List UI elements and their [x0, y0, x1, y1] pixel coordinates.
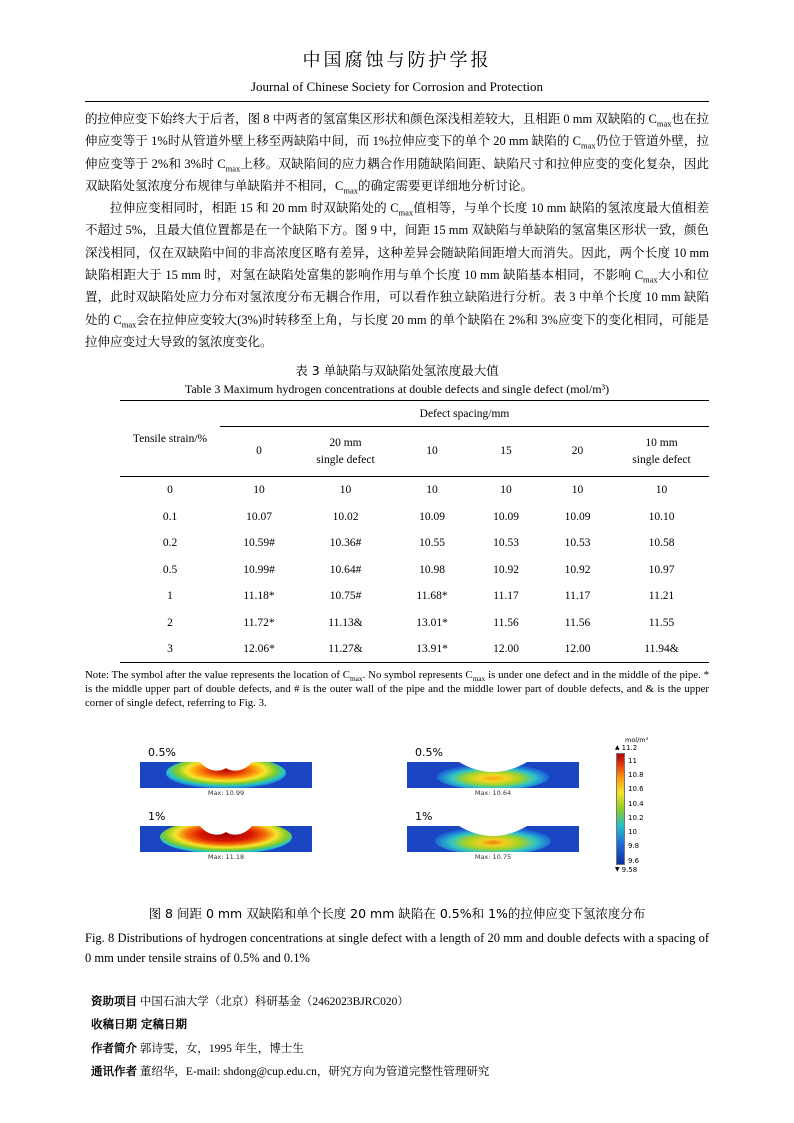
contour-plot-icon [407, 762, 579, 788]
table-cell: 10 [655, 484, 668, 497]
table-cell: 11.18* [243, 590, 275, 603]
colorbar-unit-label: mol/m³ [625, 735, 649, 744]
column-header: 0 [220, 427, 298, 477]
table-cell: 11.56 [564, 616, 591, 629]
triangle-down-icon: ▼ [615, 865, 620, 873]
figure-caption-cn: 图 8 间距 0 mm 双缺陷和单个长度 20 mm 缺陷在 0.5%和 1%的拉伸应变下氢浓度分布 [148, 905, 646, 921]
table-cell: 11.56 [493, 616, 519, 629]
table-cell: 0.1 [162, 510, 178, 523]
table-cell: 11.17 [564, 590, 591, 603]
colorbar-tick-label: 10.6 [628, 785, 644, 794]
contour-plot-icon [140, 762, 312, 788]
max-value-label: Max: 10.99 [207, 788, 245, 797]
table-cell: 10.09 [419, 510, 445, 523]
table-cell: 10.59# [243, 537, 275, 550]
table-cell: 10.99# [243, 563, 275, 576]
table-cell: 10.53 [564, 537, 591, 550]
column-header-defect-spacing: Defect spacing/mm [220, 401, 709, 427]
figure-colorbar [615, 736, 675, 874]
table-row [120, 530, 709, 557]
figure-caption-en: Fig. 8 Distributions of hydrogen concentrations at single defect with a length of 20 mm and double defects with a spacing of 0 mm under tensile strains of 0.5% and 0.1% [85, 930, 709, 965]
table-cell: 10.09 [493, 510, 519, 523]
table-cell: 10.64# [329, 563, 362, 576]
table-cell: 3 [167, 642, 173, 655]
table-cell: 10 [426, 484, 438, 497]
table-cell: 10.97 [648, 563, 675, 576]
figure-panel-single-defect-0.5pct [407, 746, 579, 797]
table-cell: 10.92 [493, 563, 519, 576]
body-paragraph-1: 的拉伸应变下始终大于后者，图 8 中两者的氢富集区形状和颜色深浅相差较大，且相距 0 mm 双缺陷的 $C_{max}$也在拉伸应变等于 1%时从管道外壁上移至两缺陷中间，而 1%拉伸应变下的单个 20 mm 缺陷的 $C_{max}$仍位于管道外壁，拉伸应变等于 2%和 3%时 $C_{max}$上移。双缺陷间的应力耦合作用随缺陷间距、缺陷尺寸和拉伸应变的变化复杂，因此双缺陷处氢浓度分布规律与单缺陷并不相同，$C_{max}$的确定需要更详细地分析讨论。 [85, 112, 709, 196]
table-cell: 12.00 [564, 642, 591, 655]
table-cell: 10 [571, 484, 584, 497]
table-cell: 10.10 [648, 510, 675, 523]
table-cell: 10.53 [493, 537, 519, 550]
footer-line [91, 1037, 709, 1061]
table-cell: 10 [253, 484, 265, 497]
footer-line-text: 定稿日期 [137, 1017, 188, 1032]
colorbar-body [616, 753, 675, 865]
table-row [120, 609, 709, 636]
colorbar-tick-label: 9.6 [628, 856, 640, 865]
table-cell: 10.92 [564, 563, 591, 576]
column-header: 10 mm single defect [614, 427, 709, 477]
table-cell: 12.00 [493, 642, 519, 655]
footer-line [91, 1060, 709, 1084]
footer [85, 990, 709, 1084]
table-caption-en: Table 3 Maximum hydrogen concentrations at double defects and single defect (mol/m³) [184, 382, 610, 397]
strain-label: 0.5% [415, 745, 443, 759]
table-cell: 11.27& [328, 642, 363, 655]
column-header: 20 [541, 427, 614, 477]
table-cell: 10.07 [246, 510, 272, 523]
contour-plot-icon [140, 826, 312, 852]
footer-line [91, 990, 709, 1014]
table-row [120, 477, 709, 504]
footer-line-text: 中国石油大学（北京）科研基金（2462023BJRC020） [137, 995, 409, 1008]
journal-title-en: Journal of Chinese Society for Corrosion and Protection [250, 79, 544, 94]
table-row [120, 583, 709, 610]
colorbar-tick-label: 11 [628, 756, 637, 765]
table-cell: 10.75# [329, 590, 362, 603]
table-cell: 10.02 [332, 510, 359, 523]
colorbar-tick-label: 10.4 [628, 799, 644, 808]
colorbar-gradient [616, 753, 625, 865]
table-cell: 10.09 [564, 510, 591, 523]
table-cell: 11.68* [416, 590, 448, 603]
footer-line-label: 通讯作者 [91, 1064, 137, 1079]
table-cell: 11.55 [648, 616, 675, 629]
table-cell: 11.13& [328, 616, 363, 629]
strain-label: 1% [148, 809, 166, 823]
colorbar-max-label: 11.2 [621, 743, 638, 752]
colorbar-tick-label: 10 [628, 828, 637, 837]
colorbar-min-label: 9.58 [621, 865, 638, 874]
column-header: 10 [393, 427, 471, 477]
table-cell: 11.94& [644, 642, 679, 655]
table-cell: 0.5 [162, 563, 178, 576]
colorbar-tick-label: 10.2 [628, 813, 644, 822]
footer-line-text: 郭诗雯，女，1995 年生，博士生 [137, 1042, 304, 1055]
table-cell: 10.58 [648, 537, 675, 550]
table-caption-cn: 表 3 单缺陷与双缺陷处氢浓度最大值 [295, 363, 499, 379]
table-cell: 10.36# [329, 537, 362, 550]
header-divider [85, 101, 709, 102]
table-cell: 11.17 [493, 590, 519, 603]
table-cell: 0 [167, 484, 173, 497]
max-value-label: Max: 11.18 [207, 852, 245, 861]
table-cell: 2 [167, 616, 173, 629]
figure-panel-single-defect-1pct [407, 810, 579, 861]
table-cell: 10.55 [419, 537, 445, 550]
colorbar-max [615, 744, 675, 752]
footer-line-label: 收稿日期 [91, 1017, 137, 1032]
column-header: 15 [471, 427, 541, 477]
table-cell: 10.98 [419, 563, 445, 576]
strain-label: 1% [415, 809, 433, 823]
colorbar-min [615, 866, 675, 874]
table-row [120, 636, 709, 663]
figure-8 [85, 735, 709, 890]
table-cell: 0.2 [162, 537, 178, 550]
figure-panel-double-defect-1pct [140, 810, 312, 861]
footer-line-label: 资助项目 [91, 993, 137, 1008]
table-cell: 13.91* [416, 642, 448, 655]
table-cell: 11.21 [648, 590, 675, 603]
table-cell: 11.72* [243, 616, 275, 629]
max-value-label: Max: 10.64 [474, 788, 512, 797]
journal-title-cn: 中国腐蚀与防护学报 [302, 50, 492, 70]
table-row [120, 556, 709, 583]
body-paragraph-2: 拉伸应变相同时，相距 15 和 20 mm 时双缺陷处的 $C_{max}$值相等，与单个长度 10 mm 缺陷的氢浓度最大值相差不超过 5%，且最大值位置都是在一个缺陷下方。图 9 中，间距 15 mm 双缺陷与单缺陷的氢富集区形状一致，颜色深浅相同，仅在双缺陷中间的非高浓度区略有差异，这种差异会随缺陷间距增大而消失。因此，两个长度 10 mm 缺陷相距大于 15 mm 时，对氢在缺陷处富集的影响作用与单个长度 10 mm 缺陷基本相同，不影响 $C_{max}$大小和位置，此时双缺陷处应力分布对氢浓度分布无耦合作用，可以看作独立缺陷进行分析。表 3 中单个长度 10 mm 缺陷处的 $C_{max}$会在拉伸应变较大(3%)时转移至上角，与长度 20 mm 的单个缺陷在 2%和 3%应变下的变化相同，可能是拉伸应变过大导致的氢浓度变化。 [85, 201, 709, 349]
contour-plot-icon [407, 826, 579, 852]
max-value-label: Max: 10.75 [474, 852, 512, 861]
table-note: Note: The symbol after the value represents the location of $C_{max}$. No symbol represents $C_{max}$ is under one defect and in the middle of the pipe. * is the middle upper part of double defects, and # is the outer wall of the pipe and the middle lower part of double defects, and & is the upper corner of single defect, referring to Fig. 3. [85, 668, 709, 709]
table-cell: 10 [500, 484, 512, 497]
colorbar-tick-label: 10.8 [628, 771, 644, 780]
footer-line [91, 1013, 709, 1037]
table-3 [120, 400, 709, 663]
table-cell: 12.06* [243, 642, 275, 655]
table-cell: 13.01* [416, 616, 448, 629]
triangle-up-icon: ▲ [615, 743, 620, 751]
colorbar-tick-label: 9.8 [628, 842, 640, 851]
table-body [120, 477, 709, 663]
strain-label: 0.5% [148, 745, 176, 759]
column-header: 20 mm single defect [298, 427, 393, 477]
footer-line-text: 董绍华，E-mail: shdong@cup.edu.cn，研究方向为管道完整性管理研究 [137, 1066, 490, 1079]
colorbar-ticks [628, 757, 644, 865]
table-cell: 10 [339, 484, 352, 497]
column-header-tensile-strain: Tensile strain/% [120, 401, 220, 477]
table-row [120, 503, 709, 530]
table-cell: 1 [167, 590, 173, 603]
figure-panel-double-defect-0.5pct [140, 746, 312, 797]
table-header-row [120, 401, 709, 427]
footer-line-label: 作者简介 [91, 1040, 137, 1055]
